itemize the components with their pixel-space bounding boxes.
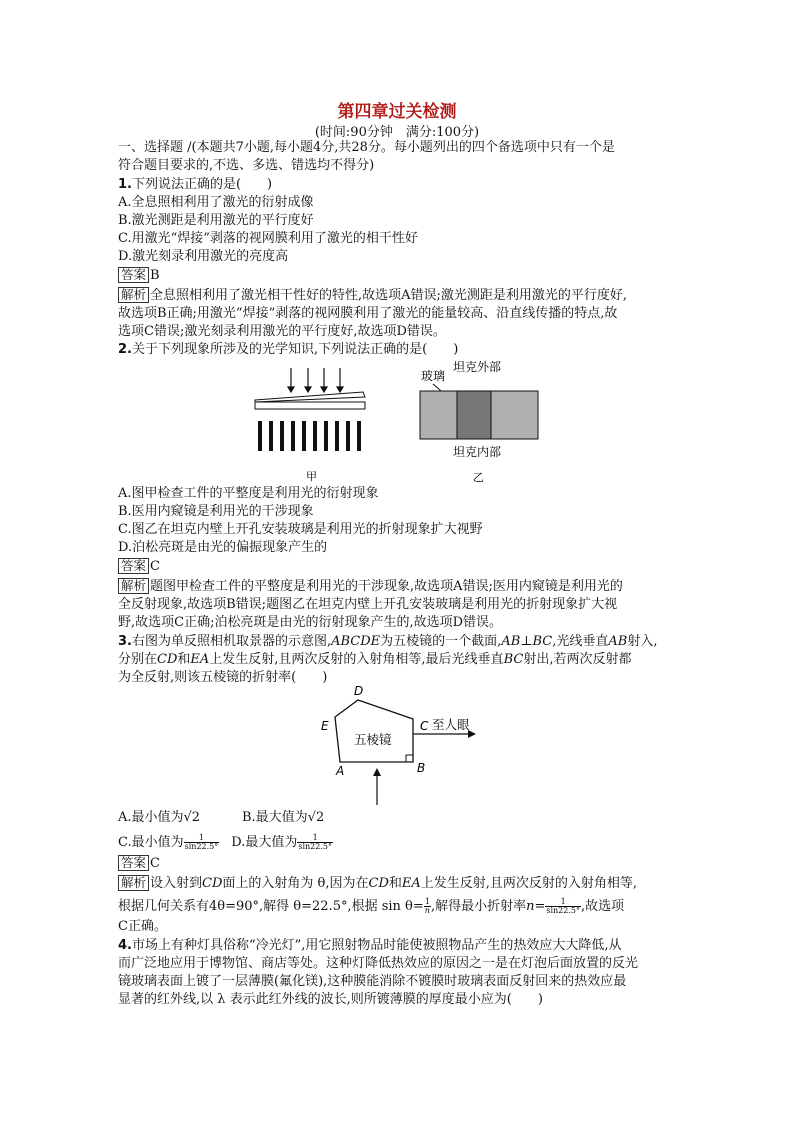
question-stem: 为五棱镜的一个截面, — [380, 634, 502, 649]
options-row-1 — [118, 809, 688, 827]
analysis-text: 全反射现象,故选项B错误;题图乙在坦克内壁上开孔安装玻璃是利用光的折射现象扩大视 — [118, 597, 618, 612]
label-tank-outside: 坦克外部 — [453, 360, 502, 374]
analysis-row — [118, 578, 688, 596]
analysis-text: 全息照相利用了激光相干性好的特性,故选项A错误;激光测距是利用激光的平行度好, — [150, 288, 628, 303]
answer-value: C — [150, 559, 160, 574]
math-symbol: BC — [503, 652, 524, 667]
analysis-text: 设入射到 — [150, 876, 203, 891]
question-stem-line: 为全反射,则该五棱镜的折射率( ) — [118, 670, 328, 685]
question-stem-line: 镜玻璃表面上镀了一层薄膜(氟化镁),这种膜能消除不镀膜时玻璃表面反射回来的热效应最 — [118, 974, 627, 989]
option-c: C.最小值为 — [118, 835, 184, 850]
question-stem-line: 显著的红外线,以 λ 表示此红外线的波长,则所镀薄膜的厚度最小应为( ) — [118, 992, 543, 1007]
analysis-text: 故选项B正确;用激光“焊接”剥落的视网膜利用了激光的能量较高、沿直线传播的特点,故 — [118, 306, 618, 321]
answer-tag: 答案 — [118, 855, 149, 871]
question-2 — [118, 341, 688, 359]
analysis-text: 选项C错误;激光刻录利用激光的平行度好,故选项D错误。 — [118, 324, 446, 339]
fraction-numerator: 1 — [184, 834, 220, 843]
answer-tag: 答案 — [118, 267, 149, 283]
math-symbol: CD — [157, 652, 178, 667]
option-d: D.泊松亮斑是由光的偏振现象产生的 — [118, 540, 328, 555]
analysis-tag: 解析 — [118, 287, 149, 303]
eye-label: 至人眼 — [432, 717, 470, 732]
work-piece — [255, 402, 365, 409]
question-stem: 关于下列现象所涉及的光学知识,下列说法正确的是( ) — [131, 342, 459, 357]
question-number: 2. — [118, 342, 132, 357]
analysis-text: 面上的入射角为 θ,因为在 — [222, 876, 369, 891]
question-stem: 下列说法正确的是( ) — [131, 177, 273, 192]
math-symbol: AB⊥BC — [501, 634, 553, 649]
math-symbol: ABCDE — [331, 634, 381, 649]
fraction-denominator: n — [424, 906, 430, 915]
option-a: A.最小值为√2 — [118, 810, 201, 825]
vertex-b: B — [417, 761, 426, 775]
option-d: D.最大值为 — [231, 835, 298, 850]
analysis-line — [118, 898, 688, 916]
wedge-plate — [255, 392, 365, 402]
question-number: 3. — [118, 634, 132, 649]
math-symbol: CD — [202, 876, 223, 891]
question-number: 1. — [118, 177, 132, 192]
figure-label-jia: 甲 — [306, 470, 317, 483]
math-symbol: EA — [401, 876, 421, 891]
question-stem: 射入, — [627, 634, 658, 649]
question-4 — [118, 937, 688, 955]
vertex-c: C — [420, 719, 429, 733]
section-heading-cont: 符合题目要求的,不选、多选、错选均不得分) — [118, 158, 375, 173]
label-tank-inside: 坦克内部 — [453, 445, 502, 459]
page-title: 第四章过关检测 — [337, 102, 457, 122]
question-stem: ,光线垂直 — [552, 634, 609, 649]
analysis-text: = — [534, 899, 546, 914]
fraction — [184, 834, 220, 851]
analysis-text: 根据几何关系有4θ=90°,解得 θ=22.5°,根据 sin θ= — [118, 899, 424, 914]
option-b: B.医用内窥镜是利用光的干涉现象 — [118, 504, 314, 519]
answer-row — [118, 855, 688, 873]
fraction — [297, 834, 333, 851]
option-a: A.图甲检查工件的平整度是利用光的衍射现象 — [118, 486, 379, 501]
analysis-text: ,故选项 — [581, 899, 625, 914]
prism-label: 五棱镜 — [354, 732, 392, 747]
fraction — [424, 898, 431, 915]
question-stem-line — [118, 651, 688, 669]
analysis-text: 和 — [388, 876, 402, 891]
analysis-text: 题图甲检查工件的平整度是利用光的干涉现象,故选项A错误;医用内窥镜是利用光的 — [150, 579, 623, 594]
question-3 — [118, 633, 688, 651]
question-stem-line: 而广泛地应用于博物馆、商店等处。这种灯降低热效应的原因之一是在灯泡后面放置的反光 — [118, 956, 639, 971]
answer-value: C — [150, 856, 160, 871]
pentaprism-outline — [335, 700, 413, 762]
answer-row — [118, 267, 688, 285]
analysis-text: C正确。 — [118, 919, 167, 934]
option-b: B.激光测距是利用激光的平行度好 — [118, 213, 314, 228]
section-heading: 一、选择题 /(本题共7小题,每小题4分,共28分。每小题列出的四个备选项中只有一个是 — [118, 140, 615, 155]
fraction — [545, 898, 581, 915]
options-row-2 — [118, 834, 688, 852]
analysis-tag: 解析 — [118, 875, 149, 891]
answer-value: B — [150, 268, 160, 283]
analysis-text: ,解得最小折射率 — [430, 899, 527, 914]
analysis-text: 上发生反射,且两次反射的入射角相等, — [420, 876, 638, 891]
analysis-row — [118, 875, 688, 893]
fraction-denominator: sin22.5° — [184, 842, 219, 851]
option-c: C.图乙在坦克内壁上开孔安装玻璃是利用光的折射现象扩大视野 — [118, 522, 483, 537]
option-a: A.全息照相利用了激光的衍射成像 — [118, 195, 314, 210]
fraction-numerator: 1 — [297, 834, 333, 843]
answer-row — [118, 558, 688, 576]
figure-jia — [250, 365, 370, 485]
exam-meta: (时间:90分钟 满分:100分) — [314, 125, 480, 140]
option-d: D.激光刻录利用激光的亮度高 — [118, 249, 289, 264]
math-symbol: AB — [608, 634, 628, 649]
question-stem: 右图为单反照相机取景器的示意图, — [131, 634, 332, 649]
math-symbol: n — [526, 899, 535, 914]
option-b: B.最大值为√2 — [242, 810, 325, 825]
question-1 — [118, 176, 688, 194]
question-number: 4. — [118, 938, 132, 953]
math-symbol: CD — [368, 876, 389, 891]
question-stem: 和 — [177, 652, 191, 667]
question-stem: 市场上有种灯具俗称“冷光灯”,用它照射物品时能使被照物品产生的热效应大大降低,从 — [131, 938, 622, 953]
pentaprism-figure — [310, 682, 490, 810]
fraction-numerator: 1 — [424, 897, 430, 906]
vertex-e: E — [321, 719, 329, 733]
question-stem: 上发生反射,且两次反射的入射角相等,最后光线垂直 — [209, 652, 504, 667]
figure-label-yi: 乙 — [473, 471, 484, 484]
fraction-denominator: sin22.5° — [298, 842, 332, 851]
fraction-denominator: sin22.5° — [546, 906, 580, 915]
option-c: C.用激光“焊接”剥落的视网膜利用了激光的相干性好 — [118, 231, 418, 246]
question-stem: 射出,若两次反射都 — [523, 652, 632, 667]
interference-fringes — [258, 421, 361, 451]
answer-tag: 答案 — [118, 558, 149, 574]
analysis-row — [118, 287, 688, 305]
glass-block — [457, 391, 491, 439]
vertex-a: A — [336, 764, 345, 778]
vertex-d: D — [354, 684, 364, 698]
analysis-tag: 解析 — [118, 578, 149, 594]
analysis-text: 野,故选项C正确;泊松亮斑是由光的衍射现象产生的,故选项D错误。 — [118, 615, 503, 630]
label-glass: 玻璃 — [421, 369, 446, 383]
question-stem: 分别在 — [118, 652, 158, 667]
fraction-numerator: 1 — [545, 898, 581, 907]
figure-yi — [405, 358, 545, 488]
math-symbol: EA — [190, 652, 210, 667]
